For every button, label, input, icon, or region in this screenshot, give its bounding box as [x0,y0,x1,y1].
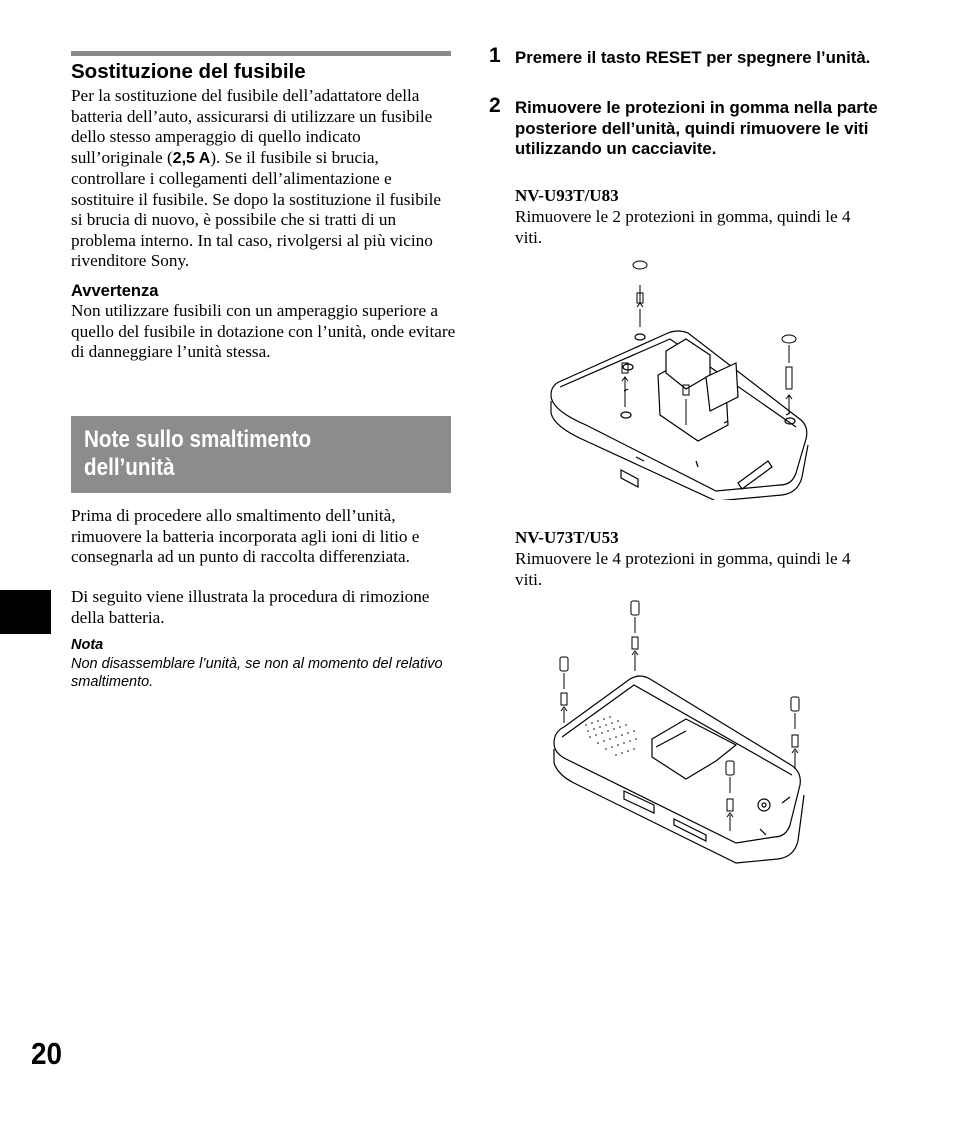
warning-heading: Avvertenza [71,282,159,300]
disposal-section-title [84,426,394,482]
disposal-title-line2: dell’unità [84,454,175,481]
chapter-tab [0,590,51,634]
device-back-figure-2 [546,597,811,875]
model-1-heading: NV-U93T/U83 [515,186,619,205]
warning-paragraph: Non utilizzare fusibili con un amperaggio superiore a quello del fusibile in dotazione con l’unità, onde evitare di danneggiare l’unità stessa. [71,301,456,361]
model-1-description: Rimuovere le 2 protezioni in gomma, quindi le 4 viti. [515,207,851,247]
model-2-description: Rimuovere le 4 protezioni in gomma, quindi le 4 viti. [515,549,851,589]
device-back-figure-1 [546,255,811,500]
fuse-paragraph [71,86,456,272]
disposal-section-banner [71,416,451,493]
disposal-title-line1: Note sullo smaltimento [84,426,312,453]
fuse-amperage: 2,5 A [172,149,211,167]
page-number: 20 [31,1036,63,1071]
fuse-text-a: Per la sostituzione del fusibile dell’adattatore della batteria dell’auto, assicurarsi di utilizzare un fusibile dello stesso amperaggio di quello indicato sull’originale ( [71,86,433,167]
step-1-number: 1 [489,44,501,67]
step-2-text: Rimuovere le protezioni in gomma nella parte posteriore dell’unità, quindi rimuovere le viti utilizzando un cacciavite. [515,98,878,158]
disposal-paragraph: Prima di procedere allo smaltimento dell’unità, rimuovere la batteria incorporata agli ioni di litio e consegnarla ad un punto di raccolta differenziata. [71,506,420,566]
fuse-text-b: ). Se il fusibile si brucia, controllare i collegamenti dell’alimentazione e sostituire il fusibile. Se dopo la sostituzione il fusibile si brucia di nuovo, è possibile che si tratti di un problema interno. In tal caso, rivolgersi al più vicino rivenditore Sony. [71,147,441,270]
step-2-number: 2 [489,94,501,117]
note-label: Nota [71,637,104,653]
section-rule [71,51,451,56]
disposal-paragraph-2: Di seguito viene illustrata la procedura di rimozione della batteria. [71,587,430,627]
step-1-text: Premere il tasto RESET per spegnere l’unità. [515,48,871,67]
fuse-heading: Sostituzione del fusibile [71,60,306,83]
note-text: Non disassemblare l’unità, se non al momento del relativo smaltimento. [71,656,443,690]
model-2-heading: NV-U73T/U53 [515,528,619,547]
